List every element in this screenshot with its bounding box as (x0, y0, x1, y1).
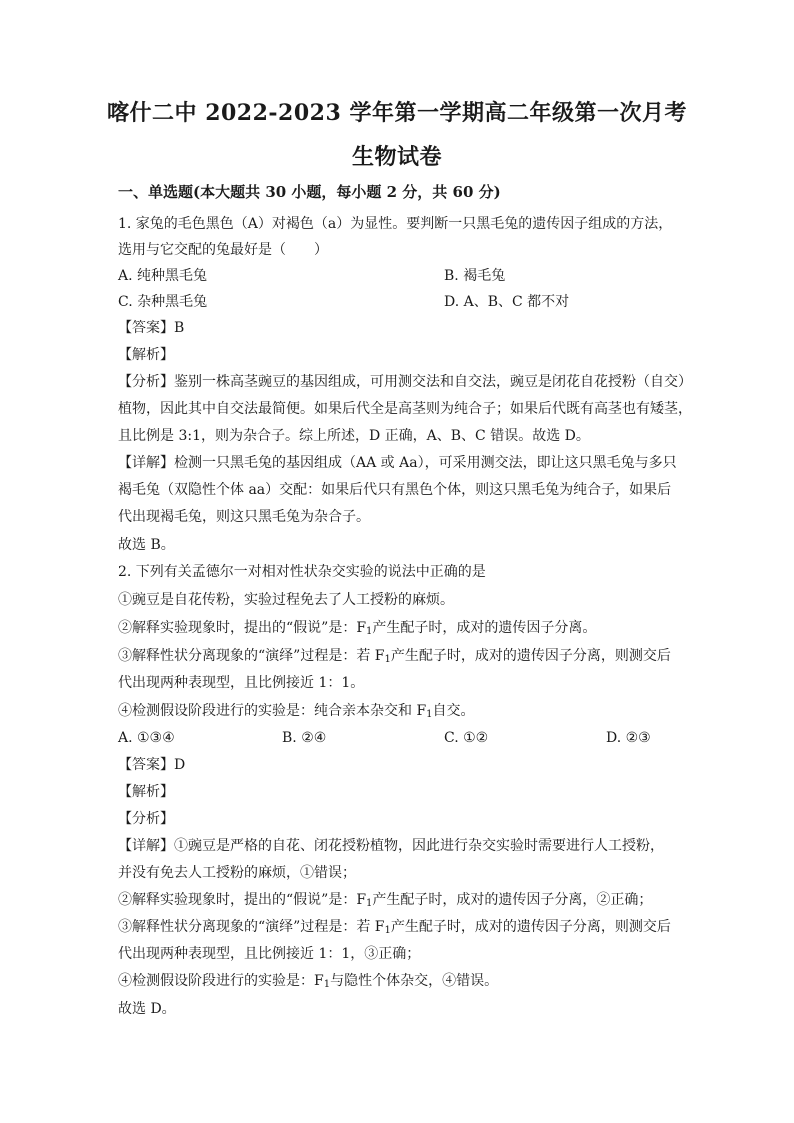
q2-option-c: C. ①② (444, 730, 489, 746)
q1-option-b: B. 褐毛兔 (444, 268, 506, 284)
q2-option-a: A. ①③④ (118, 730, 175, 746)
exam-subtitle: 生物试卷 (351, 144, 442, 170)
q2-conclusion: 故选 D。 (118, 1001, 176, 1017)
q2-statement-4: ④检测假设阶段进行的实验是：纯合亲本杂交和 $F_1$自交。 (118, 703, 475, 720)
q2-statement-1: ①豌豆是自花传粉，实验过程免去了人工授粉的麻烦。 (118, 592, 454, 608)
q2-jiexi-label: 【解析】 (118, 784, 174, 800)
section-heading: 一、单选题(本大题共 30 小题，每小题 2 分，共 60 分) (118, 183, 501, 201)
q1-stem-line1: 1. 家兔的毛色黑色（A）对褐色（a）为显性。要判断一只黑毛兔的遗传因子组成的方法， (118, 216, 673, 232)
q1-conclusion: 故选 B。 (118, 537, 175, 553)
q2-detail-line2: 并没有免去人工授粉的麻烦，①错误； (118, 865, 356, 881)
q1-answer: 【答案】B (118, 320, 185, 336)
q2-stem: 2. 下列有关孟德尔一对相对性状杂交实验的说法中正确的是 (118, 564, 486, 580)
q1-analysis-line3: 且比例是 3:1，则为杂合子。综上所述，D 正确，A、B、C 错误。故选 D。 (118, 428, 590, 444)
q2-statement-2: ②解释实验现象时，提出的“假说”是：$F_1$产生配子时，成对的遗传因子分离。 (118, 620, 597, 637)
exam-title: 喀什二中 2022-2023 学年第一学期高二年级第一次月考 (107, 100, 687, 126)
q2-detail-2: ②解释实验现象时，提出的“假说”是：$F_1$产生配子时，成对的遗传因子分离，②正确； (118, 892, 653, 909)
q1-detail-line2: 褐毛兔（双隐性个体 aa）交配：如果后代只有黑色个体，则这只黑毛兔为纯合子，如果后 (118, 482, 672, 498)
q2-statement-3-line2: 代出现两种表现型，且比例接近 1：1。 (118, 675, 365, 691)
q2-analysis-label: 【分析】 (118, 811, 174, 827)
q2-option-b: B. ②④ (282, 730, 327, 746)
q1-jiexi-label: 【解析】 (118, 347, 174, 363)
q1-stem-line2: 选用与它交配的兔最好是（ ） (118, 242, 328, 258)
q1-detail-line1: 【详解】检测一只黑毛兔的基因组成（AA 或 Aa），可采用测交法，即让这只黑毛兔与多只 (118, 455, 677, 471)
q1-option-a: A. 纯种黑毛兔 (118, 268, 208, 284)
q1-option-d: D. A、B、C 都不对 (444, 294, 570, 310)
q2-detail-3: ③解释性状分离现象的“演绎”过程是：若 $F_1$产生配子时，成对的遗传因子分离，则测交后 (118, 919, 671, 936)
q1-analysis-line1: 【分析】鉴别一株高茎豌豆的基因组成，可用测交法和自交法，豌豆是闭花自花授粉（自交） (118, 374, 692, 390)
q2-statement-3: ③解释性状分离现象的“演绎”过程是：若 $F_1$产生配子时，成对的遗传因子分离，则测交后 (118, 648, 671, 665)
q2-option-d: D. ②③ (606, 730, 651, 746)
q2-detail-line1: 【详解】①豌豆是严格的自花、闭花授粉植物，因此进行杂交实验时需要进行人工授粉， (118, 838, 664, 854)
q1-detail-line3: 代出现褐毛兔，则这只黑毛兔为杂合子。 (118, 509, 370, 525)
q2-detail-4: ④检测假设阶段进行的实验是：$F_1$与隐性个体杂交，④错误。 (118, 973, 499, 990)
q2-answer: 【答案】D (118, 757, 186, 773)
q1-option-c: C. 杂种黑毛兔 (118, 294, 208, 310)
q1-analysis-line2: 植物，因此其中自交法最简便。如果后代全是高茎则为纯合子；如果后代既有高茎也有矮茎， (118, 401, 692, 417)
q2-detail-3-line2: 代出现两种表现型，且比例接近 1：1，③正确； (118, 946, 421, 962)
